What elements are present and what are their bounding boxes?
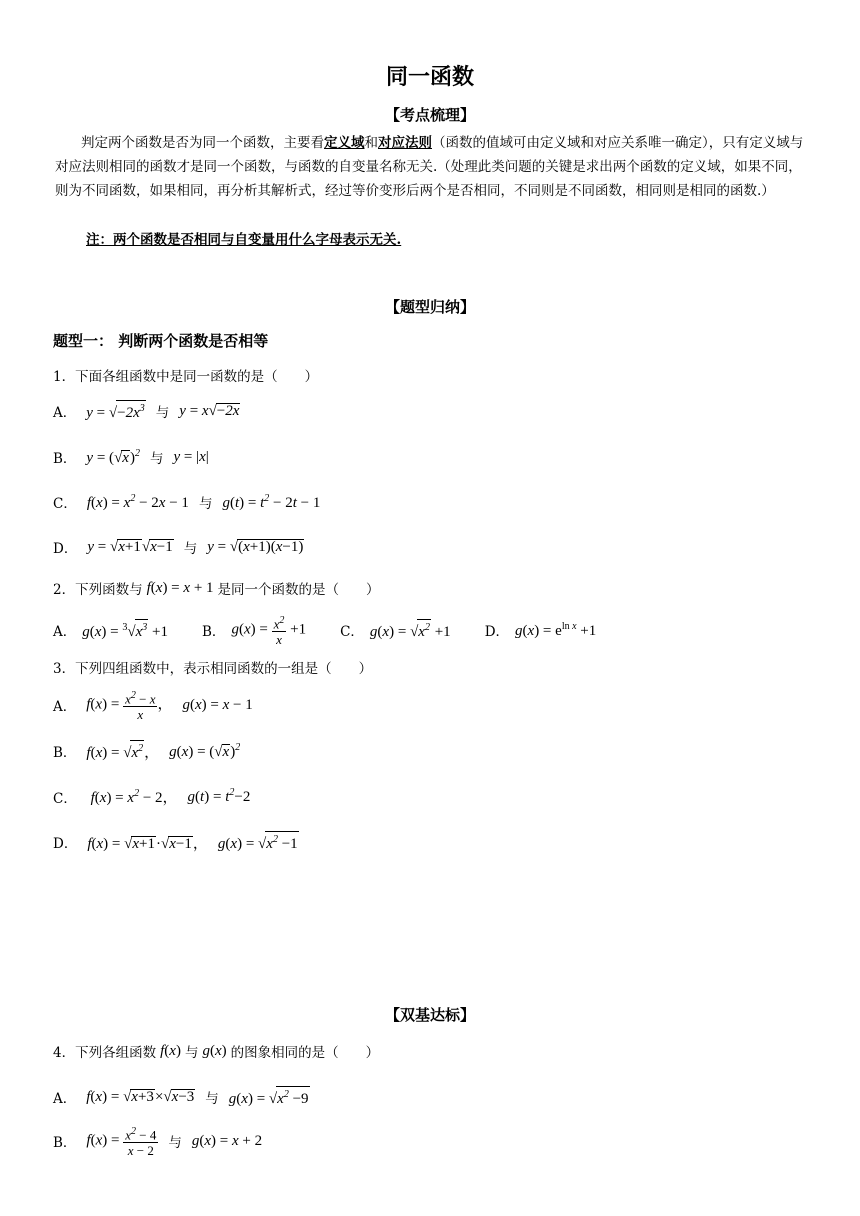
question-1-stem: 1．下面各组函数中是同一函数的是（ ） bbox=[53, 369, 319, 385]
q3-option-b: B． $f(x) = √x^2$， $g(x) = (√x)^2$ bbox=[53, 741, 241, 761]
q3-option-a: A． f(x) = $\frac{x^2 - x}{x}$ ， g(x) = x − 1 bbox=[53, 690, 253, 723]
section-tixing: 【题型归纳】 bbox=[384, 298, 475, 316]
q1-option-c: C． $f(x) = x^2 - 2x - 1$ 与 $g(t) = t^2 - 2t - 1$ bbox=[53, 492, 321, 512]
q3-option-c: C． $f(x) = x^2 - 2$， $g(t) = t^2-2$ bbox=[53, 787, 251, 807]
question-type-heading: 题型一： 判断两个函数是否相等 bbox=[53, 332, 269, 350]
q2-options: A． $g(x) = ^3√x^3 +1$ B． g(x) = $\frac{x^2}{x}$ +1 C． $g(x) = √x^2 +1$ D． $g(x) = e^{ln x} +1$ bbox=[53, 615, 597, 648]
note-text: 注：两个函数是否相同与自变量用什么字母表示无关. bbox=[86, 232, 402, 248]
q4-option-a: A． f(x) = √x+3×√x−3 与 $g(x) = √x^2 -9$ bbox=[53, 1086, 310, 1108]
q4-option-b: B． f(x) = $\frac{x^2 - 4}{x - 2}$ 与 g(x) = x + 2 bbox=[53, 1126, 263, 1159]
question-2-stem: 2．下列函数与 f(x) = x + 1 是同一个函数的是（ ） bbox=[53, 579, 380, 598]
q1-option-b: B． $y = (√x)^2$ 与 y = |x| bbox=[53, 447, 209, 467]
question-3-stem: 3．下列四组函数中，表示相同函数的一组是（ ） bbox=[53, 661, 373, 677]
q1-option-a: A． $y = √-2x^3$ 与 y = x√−2x bbox=[53, 400, 240, 422]
summary-paragraph: 判定两个函数是否为同一个函数，主要看定义域和对应法则（函数的值域可由定义域和对应关系唯一确定），只有定义域与对应法则相同的函数才是同一个函数，与函数的自变量名称无关.（处理此类问题的关键是求出两个函数的定义域，如果不同，则为不同函数，如果相同，再分析其解析式，经过等价变形后两个是否相同，不同则是不同函数，相同则是相同的函数.） bbox=[55, 135, 804, 199]
page-title: 同一函数 bbox=[385, 65, 474, 90]
q3-option-d: D． f(x) = √x+1·√x−1， $g(x) = √x^2 -1$ bbox=[53, 831, 299, 853]
question-4-stem: 4．下列各组函数 f(x) 与 g(x) 的图象相同的是（ ） bbox=[53, 1042, 380, 1061]
section-kaodian: 【考点梳理】 bbox=[384, 106, 475, 124]
q1-option-d: D． y = √x+1√x−1 与 y = √(x+1)(x−1) bbox=[53, 538, 304, 557]
section-shuangji: 【双基达标】 bbox=[384, 1006, 475, 1024]
